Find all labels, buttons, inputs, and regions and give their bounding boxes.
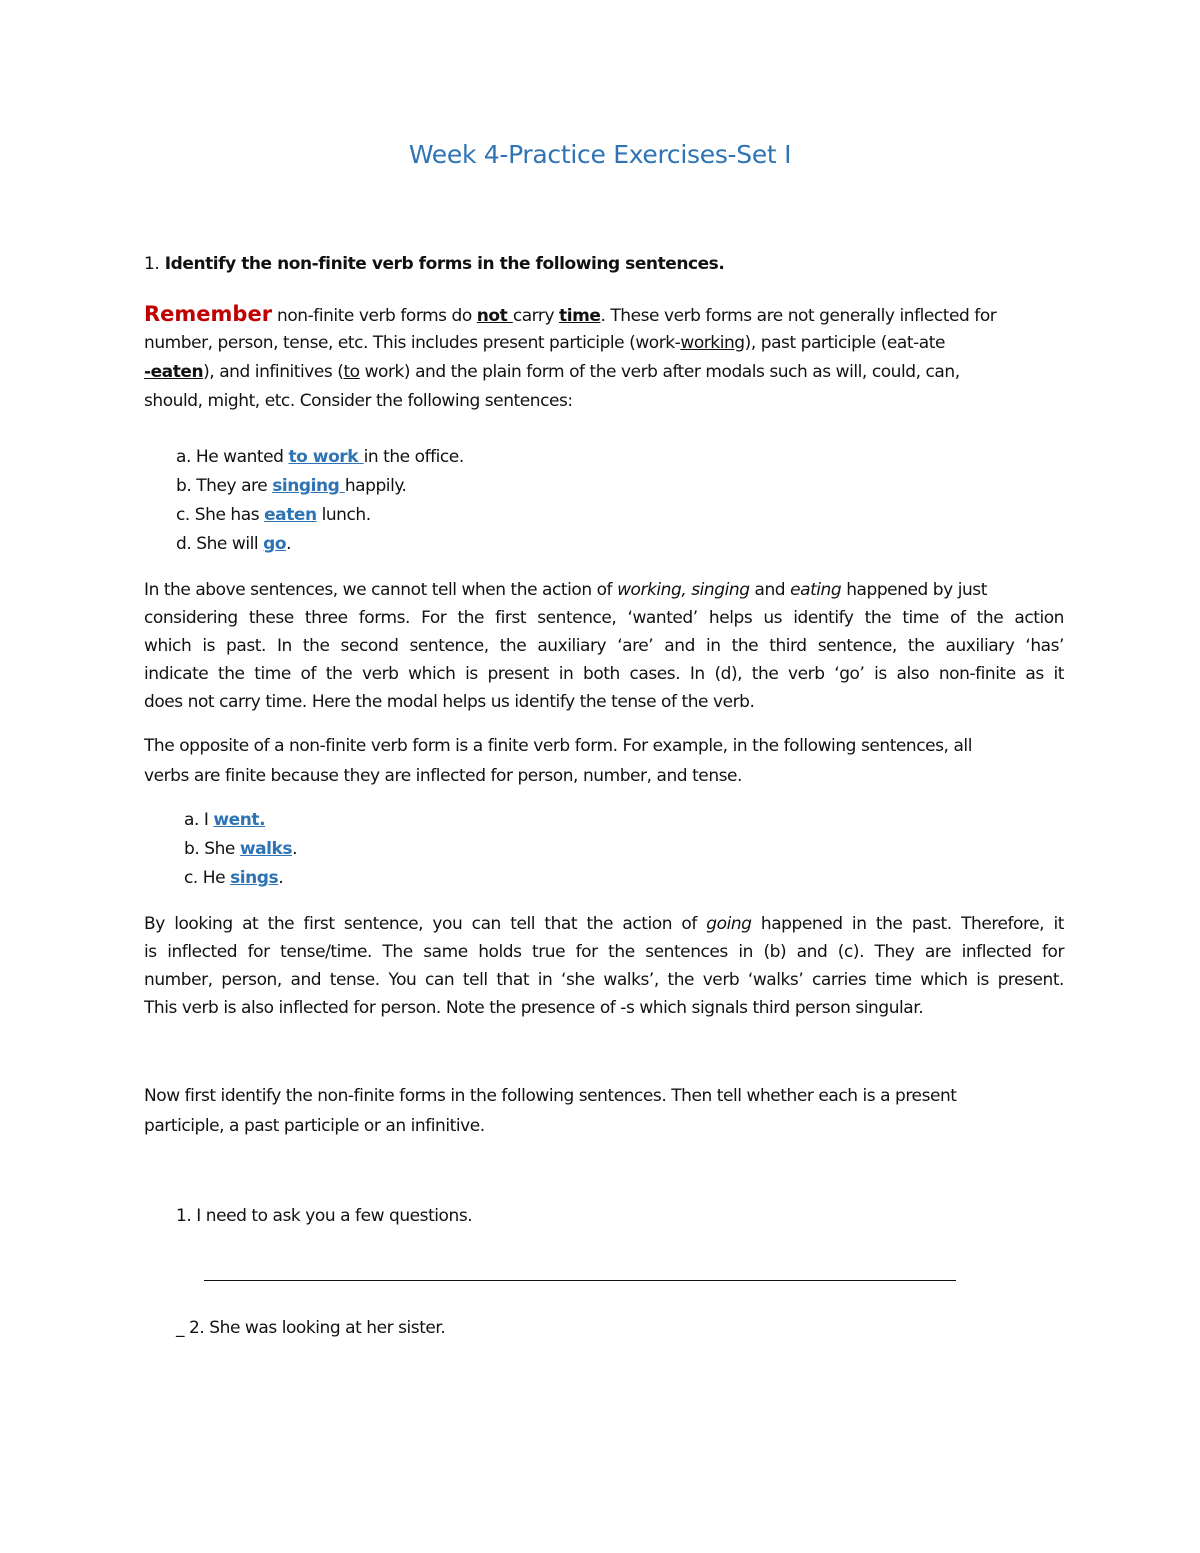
paragraph-3-line-4: This verb is also inflected for person. Note the presence of -s which signals third person singular. xyxy=(144,998,924,1018)
paragraph-1-line-5: does not carry time. Here the modal helps us identify the tense of the verb. xyxy=(144,692,755,712)
paragraph-2-line-2: verbs are finite because they are inflected for person, number, and tense. xyxy=(144,766,743,786)
paragraph-1-line-2: considering these three forms. For the first sentence, ‘wanted’ helps us identify the time of the action xyxy=(144,608,1064,628)
question-text: Identify the non-finite verb forms in the following sentences. xyxy=(159,254,725,274)
paragraph-3-line-2: is inflected for tense/time. The same holds true for the sentences in (b) and (c). They are inflected for xyxy=(144,942,1064,962)
example-verb: go xyxy=(263,534,287,554)
emphasis-eaten: -eaten xyxy=(144,362,204,382)
remember-line-2: number, person, tense, etc. This includes present participle (work-working), past participle (eat-ate xyxy=(144,333,945,353)
paragraph-2-line-1: The opposite of a non-finite verb form is a finite verb form. For example, in the following sentences, all xyxy=(144,736,972,756)
finite-example-a: a. I went. xyxy=(184,810,266,830)
example-verb: singing xyxy=(272,476,345,496)
example-b: b. They are singing happily. xyxy=(176,476,407,496)
remember-line-1: Remember non-finite verb forms do not carry time. These verb forms are not generally inflected for xyxy=(144,302,997,326)
remember-label: Remember xyxy=(144,302,273,326)
paragraph-1-line-1: In the above sentences, we cannot tell when the action of working, singing and eating happened by just xyxy=(144,580,987,600)
paragraph-3-line-1: By looking at the first sentence, you can tell that the action of going happened in the past. Therefore, it xyxy=(144,914,1064,934)
example-a: a. He wanted to work in the office. xyxy=(176,447,464,467)
example-verb: walks xyxy=(239,839,293,859)
paragraph-1-line-4: indicate the time of the verb which is present in both cases. In (d), the verb ‘go’ is also non-finite as it xyxy=(144,664,1064,684)
exercise-2: _ 2. She was looking at her sister. xyxy=(176,1318,446,1338)
example-verb: went. xyxy=(213,810,266,830)
paragraph-1-line-3: which is past. In the second sentence, the auxiliary ‘are’ and in the third sentence, the auxiliary ‘has’ xyxy=(144,636,1064,656)
example-verb: eaten xyxy=(264,505,317,525)
emphasis-to: to xyxy=(343,362,360,382)
instructions-line-2: participle, a past participle or an infinitive. xyxy=(144,1116,485,1136)
finite-example-b: b. She walks. xyxy=(184,839,298,859)
question-number: 1. xyxy=(144,254,160,274)
remember-line-3: -eaten), and infinitives (to work) and the plain form of the verb after modals such as will, could, can, xyxy=(144,362,960,382)
paragraph-3-line-3: number, person, and tense. You can tell that in ‘she walks’, the verb ‘walks’ carries time which is present. xyxy=(144,970,1064,990)
answer-blank-line[interactable] xyxy=(204,1280,956,1281)
emphasis-working: working xyxy=(680,333,745,353)
remember-line-4: should, might, etc. Consider the following sentences: xyxy=(144,391,573,411)
example-d: d. She will go. xyxy=(176,534,292,554)
exercise-1: 1. I need to ask you a few questions. xyxy=(176,1206,473,1226)
example-verb: to work xyxy=(288,447,364,467)
emphasis-not: not xyxy=(476,306,513,326)
example-c: c. She has eaten lunch. xyxy=(176,505,371,525)
finite-example-c: c. He sings. xyxy=(184,868,284,888)
question-1-heading xyxy=(144,250,724,279)
page-title: Week 4-Practice Exercises-Set I xyxy=(408,140,792,169)
emphasis-time: time xyxy=(559,306,601,326)
example-verb: sings xyxy=(230,868,279,888)
instructions-line-1: Now first identify the non-finite forms in the following sentences. Then tell whether each is a present xyxy=(144,1086,957,1106)
